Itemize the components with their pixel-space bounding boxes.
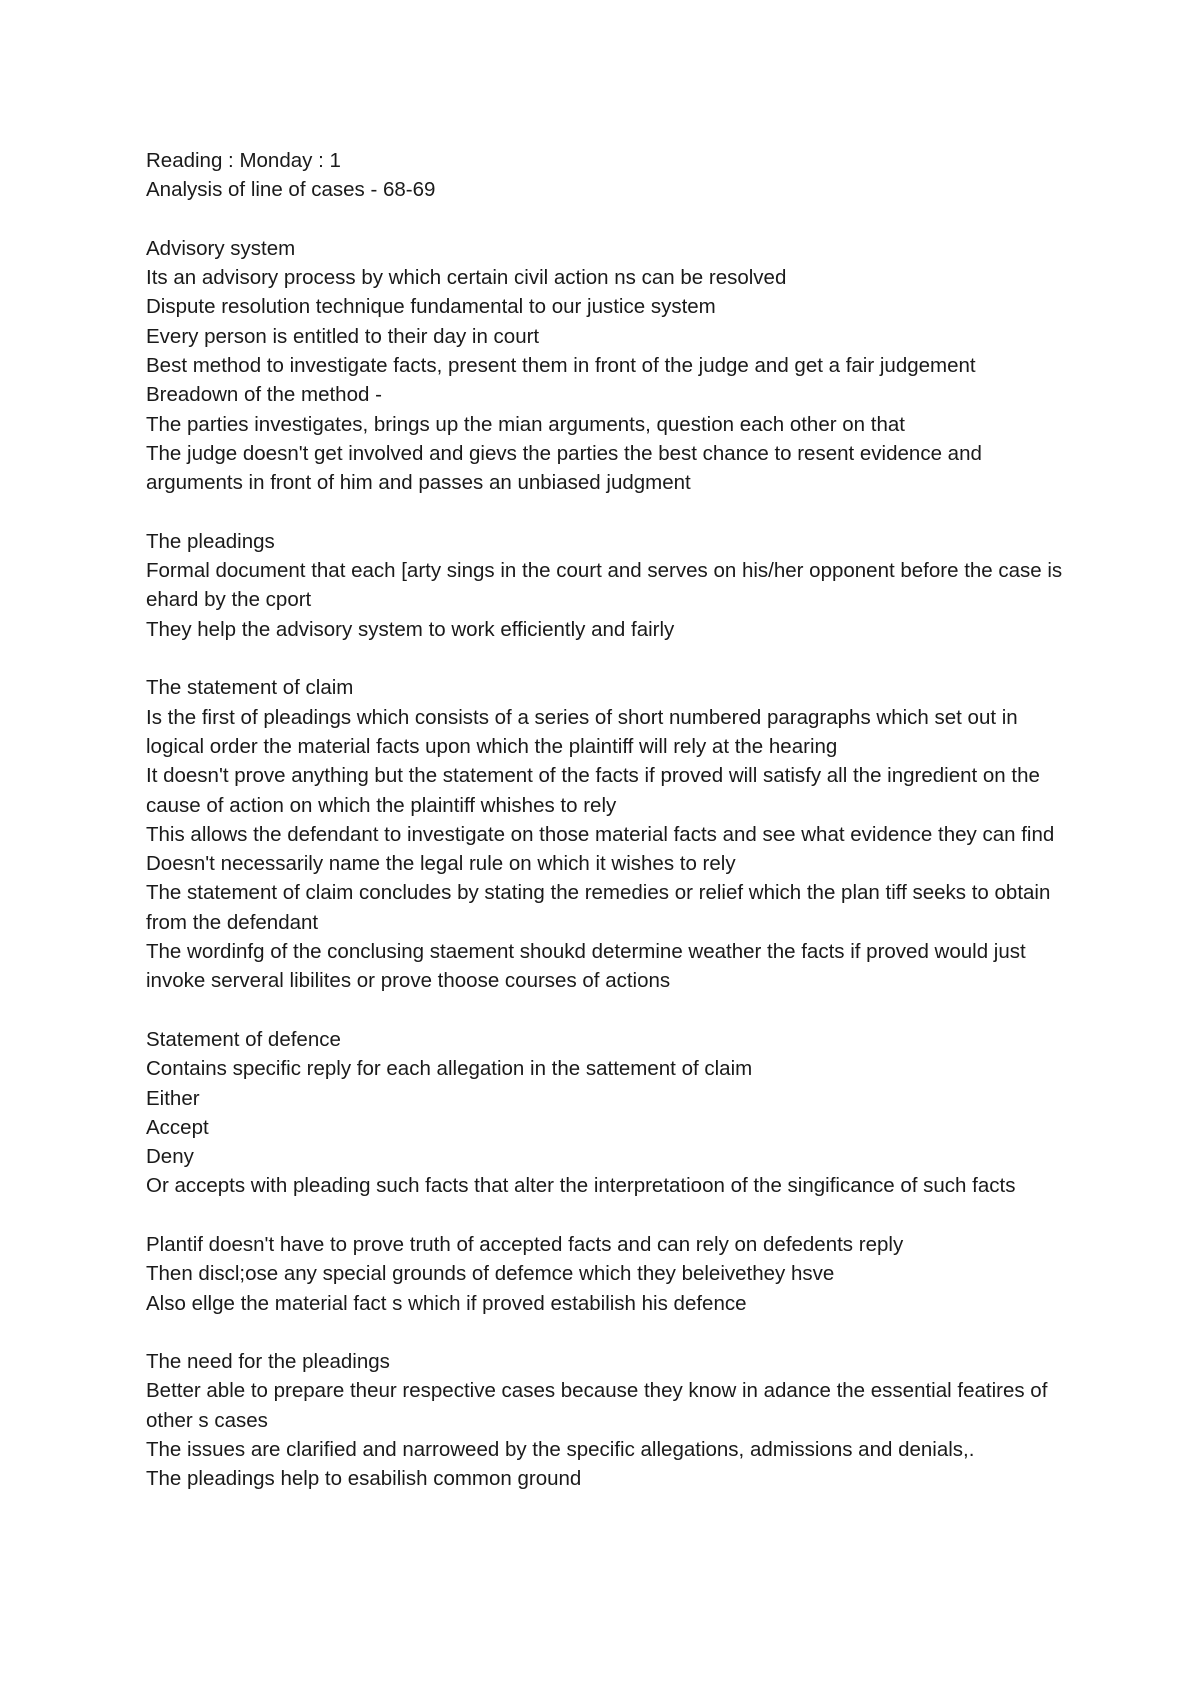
section-heading-statement-of-claim: The statement of claim [146,676,354,700]
paragraph-line: Its an advisory process by which certain civil action ns can be resolved [146,266,787,290]
section-heading-advisory-system: Advisory system [146,236,296,260]
paragraph-line: Plantif doesn't have to prove truth of accepted facts and can rely on defedents reply [146,1232,904,1256]
section-heading-need-for-pleadings: The need for the pleadings [146,1350,390,1374]
section-heading-statement-of-defence: Statement of defence [146,1027,341,1051]
paragraph-line: Also ellge the material fact s which if proved estabilish his defence [146,1291,747,1315]
paragraph-line: They help the advisory system to work efficiently and fairly [146,617,675,641]
paragraph-line: Breadown of the method - [146,383,382,407]
paragraph-line: Best method to investigate facts, present them in front of the judge and get a fair judgement [146,354,976,378]
spacer [146,1318,1076,1347]
spacer [146,644,1076,673]
paragraph-line: Dispute resolution technique fundamental to our justice system [146,295,716,319]
spacer [146,498,1076,527]
section-heading-pleadings: The pleadings [146,529,275,553]
paragraph-line: Contains specific reply for each allegation in the sattement of claim [146,1057,753,1081]
spacer [146,1201,1076,1230]
header-analysis: Analysis of line of cases - 68-69 [146,178,436,202]
paragraph-line: The pleadings help to esabilish common ground [146,1467,582,1491]
paragraph-line: Doesn't necessarily name the legal rule on which it wishes to rely [146,852,736,876]
paragraph-line: The parties investigates, brings up the mian arguments, question each other on that [146,412,905,436]
document-body [146,146,1076,1494]
spacer [146,205,1076,234]
paragraph-line: The wordinfg of the conclusing staement shoukd determine weather the facts if proved would just invoke serveral libilites or prove thoose courses of actions [146,940,1026,993]
paragraph-line: The issues are clarified and narroweed by the specific allegations, admissions and denials,. [146,1438,975,1462]
paragraph-line: Or accepts with pleading such facts that alter the interpretatioon of the singificance of such facts [146,1174,1016,1198]
paragraph-line: Is the first of pleadings which consists of a series of short numbered paragraphs which set out in logical order the material facts upon which the plaintiff will rely at the hearing [146,705,1018,758]
spacer [146,996,1076,1025]
paragraph-line: Then discl;ose any special grounds of defemce which they beleivethey hsve [146,1262,835,1286]
paragraph-line: This allows the defendant to investigate on those material facts and see what evidence they can find [146,822,1055,846]
paragraph-line: Accept [146,1115,209,1139]
header-reading: Reading : Monday : 1 [146,149,341,172]
paragraph-line: It doesn't prove anything but the statement of the facts if proved will satisfy all the ingredient on the cause of action on which the plaintiff whishes to rely [146,764,1040,817]
paragraph-line: The judge doesn't get involved and gievs the parties the best chance to resent evidence and arguments in front of him and passes an unbiased judgment [146,441,982,495]
paragraph-line: Better able to prepare theur respective cases because they know in adance the essential featires of other s cases [146,1379,1048,1432]
paragraph-line: The statement of claim concludes by stating the remedies or relief which the plan tiff seeks to obtain from the defendant [146,881,1051,934]
paragraph-line: Formal document that each [arty sings in the court and serves on his/her opponent before the case is ehard by the cport [146,559,1063,612]
paragraph-line: Deny [146,1145,194,1169]
paragraph-line: Either [146,1086,200,1110]
paragraph-line: Every person is entitled to their day in court [146,324,540,348]
